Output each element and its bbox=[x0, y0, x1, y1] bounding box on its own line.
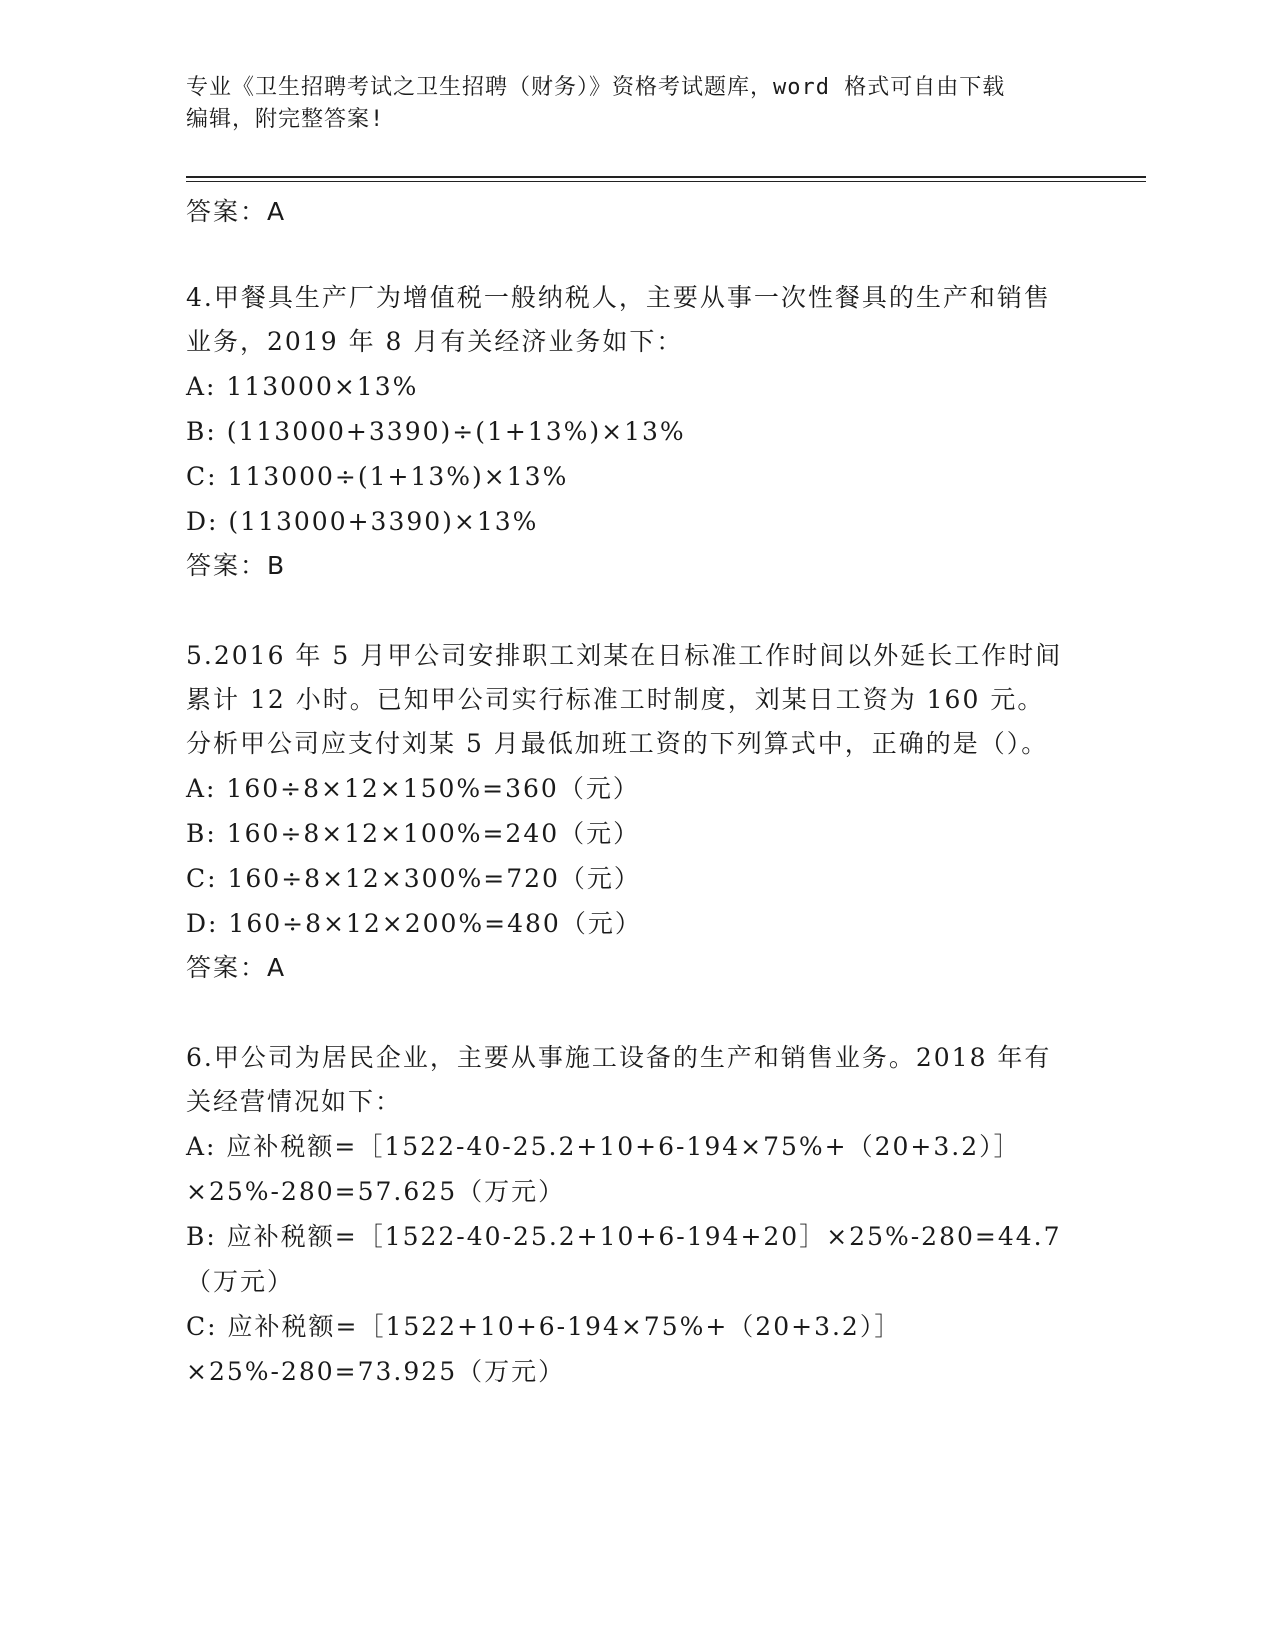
option-b: B: (113000+3390)÷(1+13%)×13% bbox=[186, 417, 686, 446]
question-text: 4.甲餐具生产厂为增值税一般纳税人，主要从事一次性餐具的生产和销售业务，2019 年 8 月有关经济业务如下： bbox=[186, 283, 1051, 356]
header-line-1: 专业《卫生招聘考试之卫生招聘（财务）》资格考试题库，word 格式可自由下载 bbox=[186, 75, 1006, 100]
option-a: A: 160÷8×12×150%=360（元） bbox=[186, 774, 640, 803]
option-d: D: (113000+3390)×13% bbox=[186, 507, 539, 536]
question-4 bbox=[186, 276, 1066, 588]
question-6 bbox=[186, 1036, 1066, 1394]
answer: 答案：B bbox=[186, 551, 287, 580]
question-list bbox=[186, 190, 1066, 1394]
question-text: 6.甲公司为居民企业，主要从事施工设备的生产和销售业务。2018 年有关经营情况如下： bbox=[186, 1043, 1052, 1116]
document-header bbox=[186, 72, 1066, 136]
option-c: C: 113000÷(1+13%)×13% bbox=[186, 462, 569, 491]
question-5 bbox=[186, 634, 1066, 990]
option-d: D: 160÷8×12×200%=480（元） bbox=[186, 909, 642, 938]
option-c: C: 应补税额=［1522+10+6-194×75%+（20+3.2）］×25%-280=73.925（万元） bbox=[186, 1312, 902, 1386]
option-a: A: 应补税额=［1522-40-25.2+10+6-194×75%+（20+3.2）］×25%-280=57.625（万元） bbox=[186, 1132, 1021, 1206]
option-c: C: 160÷8×12×300%=720（元） bbox=[186, 864, 641, 893]
answer: 答案：A bbox=[186, 953, 287, 982]
header-divider bbox=[186, 176, 1146, 178]
question-text: 5.2016 年 5 月甲公司安排职工刘某在日标准工作时间以外延长工作时间累计 12 小时。已知甲公司实行标准工时制度，刘某日工资为 160 元。分析甲公司应支付刘某 5 月最低加班工资的下列算式中，正确的是（）。 bbox=[186, 641, 1063, 758]
answer-previous: 答案：A bbox=[186, 197, 287, 226]
option-b: B: 160÷8×12×100%=240（元） bbox=[186, 819, 641, 848]
header-line-2: 编辑，附完整答案! bbox=[186, 107, 385, 132]
option-a: A: 113000×13% bbox=[186, 372, 419, 401]
header-divider-thin bbox=[186, 181, 1146, 182]
option-b: B: 应补税额=［1522-40-25.2+10+6-194+20］×25%-280=44.7（万元） bbox=[186, 1222, 1062, 1296]
